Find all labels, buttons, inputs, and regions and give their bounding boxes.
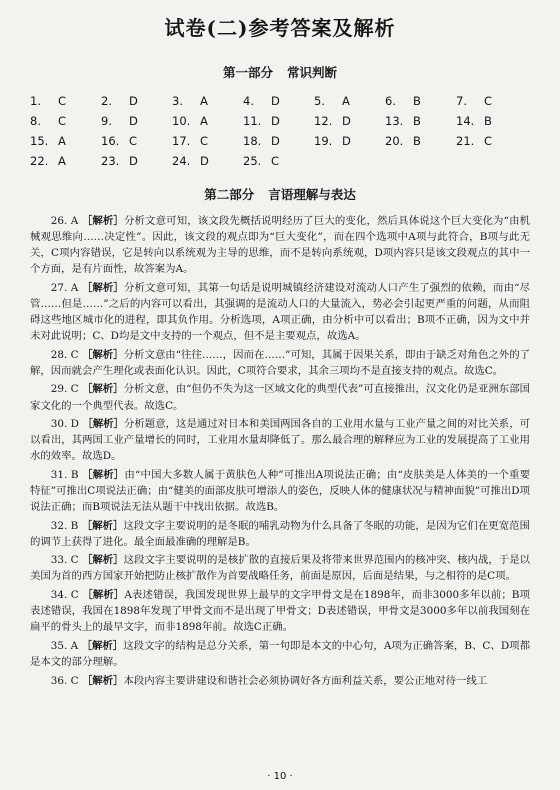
question-number: 32.: [50, 519, 68, 532]
answer-item: [30, 94, 101, 108]
answer-item: [243, 114, 314, 128]
answer-item: [243, 134, 314, 148]
answer-row: [30, 111, 530, 131]
answer-item: [101, 114, 172, 128]
question-number: 23.: [101, 154, 120, 168]
answer-letter: B: [484, 114, 492, 128]
answer-item: [101, 134, 172, 148]
question-number: 9.: [101, 114, 112, 128]
explanation-item: [30, 213, 530, 277]
answer-letter: D: [342, 114, 351, 128]
question-number: 20.: [385, 134, 404, 148]
answer-item: [101, 154, 172, 168]
question-number: 29.: [50, 383, 68, 396]
answer-letter: C: [129, 134, 138, 148]
question-number: 34.: [50, 589, 68, 602]
answer-item: [385, 94, 456, 108]
answer-letter: A: [58, 134, 66, 148]
answer-item: [172, 154, 243, 168]
answer-letter: B: [413, 134, 421, 148]
explanation-item: [30, 381, 530, 413]
answer-letter: C: [58, 94, 67, 108]
question-number: 8.: [30, 114, 41, 128]
question-number: 4.: [243, 94, 254, 108]
answer-letter: C: [271, 154, 280, 168]
answer-grid: [30, 91, 530, 171]
question-number: 10.: [172, 114, 191, 128]
section-heading-part2: [30, 185, 530, 203]
question-number: 3.: [172, 94, 183, 108]
question-number: 6.: [385, 94, 396, 108]
answer-letter: C: [484, 94, 493, 108]
answer-letter: D: [129, 154, 138, 168]
answer-row: [30, 151, 530, 171]
explanation-item: [30, 587, 530, 635]
question-number: 11.: [243, 114, 262, 128]
answer-item: [172, 134, 243, 148]
answer-row: [30, 131, 530, 151]
answer-item: [385, 134, 456, 148]
answer-letter: A: [342, 94, 350, 108]
section-heading-part1: [30, 63, 530, 81]
answer-letter: D: [342, 134, 351, 148]
answer-item: [314, 134, 385, 148]
answer-letter: B: [413, 94, 421, 108]
answer-letter: D: [200, 154, 209, 168]
answer-letter: B: [70, 519, 79, 532]
explanation-text: 分析文意由“往往……，因而在……”可知，其属于因果关系，即由于缺乏对角色之外的了解，因而就会产生理化或表面化认识。因此，C项符合要求，其余三项均不是直接支持的观点。故选C。: [30, 348, 531, 377]
answer-letter: B: [413, 114, 421, 128]
explanation-text: 分析文意可知，其第一句话是说明城镇经济建设对流动人口产生了强烈的依赖，而由“尽管……但是……”之后的内容可以看出，其强调的是流动人口的大量流入，势必会引起更严重的问题，从而阻碍这些地区城市化的进程，即其负作用。分析选项，A项正确，由分析中可以看出；B项不正确，因为文中并未对此说明；C、D均是文中支持的一个观点，但不是主要观点，故选A。: [30, 281, 531, 343]
explanation-text: 分析文意可知，该文段先概括说明经历了巨大的变化，然后具体说这个巨大变化为“由机械观思维向……决定性”。因此，该文段的观点即为“巨大变化”，而在四个选项中A项与此符合，B项与此无关，C项内容错误，它是转向以系统观为主导的思维，而不是转向系统观，D项内容只是该文段观点的其中一个方面，是有片面性，故答案为A。: [30, 215, 531, 276]
answer-letter: D: [271, 94, 280, 108]
analysis-tag: ［解析］: [81, 639, 124, 652]
answer-row: [30, 91, 530, 111]
question-number: 17.: [172, 134, 191, 148]
question-number: 36.: [50, 674, 68, 687]
section-label: 第一部分: [222, 65, 273, 80]
explanation-text: 这段文字主要说明的是冬眠的哺乳动物为什么具备了冬眠的功能，是因为它们在更宽范围的调节上获得了进化。最全面最准确的理解是B。: [30, 519, 530, 548]
answer-letter: D: [129, 114, 138, 128]
answer-item: [456, 114, 527, 128]
answer-letter: C: [70, 554, 79, 567]
explanation-item: [30, 416, 530, 464]
explanation-text: A表述错误，我国发现世界上最早的文字甲骨文是在1898年，而非3000多年以前；B项表述错误，我国在1898年发现了甲骨文而不是出现了甲骨文；D表述错误，甲骨文是3000多年以前我国刻在扁平的骨头上的最早文字，而非1898年前。故选C正确。: [30, 589, 530, 634]
explanation-text: 本段内容主要讲建设和谐社会必须协调好各方面利益关系，要公正地对待一线工: [123, 674, 488, 687]
explanation-text: 由“中国大多数人属于黄肤色人种”可推出A项说法正确；由“皮肤美是人体美的一个重要特征”可推出C项说法正确；由“健美的面部皮肤可增添人的姿色，反映人体的健康状况与精神面貌”可推出D项说法正确；而B项说法无法从题干中找出依据。故选B。: [30, 468, 531, 514]
answer-letter: D: [271, 114, 280, 128]
question-number: 28.: [50, 348, 68, 361]
answer-letter: D: [129, 94, 138, 108]
question-number: 30.: [50, 418, 68, 431]
question-number: 27.: [50, 281, 68, 294]
answer-item: [172, 114, 243, 128]
question-number: 24.: [172, 154, 191, 168]
question-number: 35.: [50, 639, 68, 652]
answer-letter: A: [58, 154, 66, 168]
answer-item: [172, 94, 243, 108]
answer-item: [385, 114, 456, 128]
analysis-tag: ［解析］: [81, 348, 124, 361]
question-number: 21.: [456, 134, 475, 148]
answer-letter: C: [484, 134, 493, 148]
explanation-list: [30, 213, 530, 689]
analysis-tag: ［解析］: [81, 674, 124, 687]
analysis-tag: ［解析］: [82, 468, 125, 481]
explanation-item: [30, 638, 530, 670]
answer-item: [30, 154, 101, 168]
answer-item: [101, 94, 172, 108]
answer-item: [243, 94, 314, 108]
analysis-tag: ［解析］: [81, 281, 124, 294]
answer-letter: C: [70, 348, 79, 361]
answer-letter: C: [58, 114, 67, 128]
question-number: 13.: [385, 114, 404, 128]
question-number: 22.: [30, 154, 49, 168]
answer-letter: A: [200, 94, 208, 108]
section-name: 常识判断: [287, 65, 338, 80]
section-name: 言语理解与表达: [268, 187, 356, 202]
answer-item: [314, 94, 385, 108]
analysis-tag: ［解析］: [81, 519, 124, 532]
answer-item: [314, 114, 385, 128]
analysis-tag: ［解析］: [82, 418, 124, 431]
answer-letter: D: [70, 418, 79, 431]
answer-item: [456, 134, 527, 148]
question-number: 1.: [30, 94, 41, 108]
answer-letter: D: [271, 134, 280, 148]
page-number: · 10 ·: [267, 771, 293, 782]
answer-letter: A: [70, 215, 79, 227]
explanation-item: [30, 518, 530, 550]
answer-item: [30, 134, 101, 148]
question-number: 16.: [101, 134, 120, 148]
analysis-tag: ［解析］: [81, 554, 124, 567]
question-number: 15.: [30, 134, 49, 148]
explanation-item: [30, 280, 530, 344]
explanation-text: 分析题意，这是通过对日本和美国两国各自的工业用水量与工业产量之间的对比关系，可以看出，其两国工业产量增长的同时，工业用水量却降低了。那么最合理的解释应为工业的发展提高了工业用水的效率。故选D。: [30, 418, 530, 463]
answer-item: [456, 94, 527, 108]
analysis-tag: ［解析］: [82, 589, 125, 602]
answer-item: [243, 154, 314, 168]
question-number: 31.: [50, 468, 68, 481]
question-number: 2.: [101, 94, 112, 108]
answer-letter: C: [70, 383, 79, 396]
question-number: 5.: [314, 94, 325, 108]
question-number: 19.: [314, 134, 333, 148]
question-number: 18.: [243, 134, 262, 148]
answer-letter: A: [70, 639, 79, 652]
explanation-item: [30, 552, 530, 584]
explanation-text: 这段文字的结构是总分关系，第一句即是本文的中心句，A项为正确答案，B、C、D项都是本文的部分理解。: [30, 639, 531, 668]
explanation-text: 这段文字主要说明的是核扩散的直接后果及将带来世界范围内的核冲突、核内战，于是以美国为首的西方国家开始把防止核扩散作为首要战略任务，前面是原因，后面是结果，与之相符的是C项。: [30, 554, 531, 583]
question-number: 25.: [243, 154, 262, 168]
answer-letter: C: [200, 134, 209, 148]
answer-letter: A: [200, 114, 208, 128]
answer-letter: C: [70, 674, 79, 687]
answer-letter: C: [70, 589, 79, 602]
question-number: 7.: [456, 94, 467, 108]
explanation-item: [30, 673, 530, 689]
explanation-item: [30, 347, 530, 379]
answer-letter: B: [70, 468, 79, 481]
answer-letter: A: [70, 281, 79, 294]
explanation-item: [30, 467, 530, 515]
section-label: 第二部分: [204, 187, 255, 202]
explanation-text: 分析文意，由“但仍不失为这一区域文化的典型代表”可直接推出，汉文化仍是亚洲东部国家文化的一个典型代表。故选C。: [30, 383, 530, 412]
analysis-tag: ［解析］: [81, 383, 124, 396]
analysis-tag: ［解析］: [81, 215, 124, 227]
answer-item: [30, 114, 101, 128]
question-number: 33.: [50, 554, 68, 567]
question-number: 14.: [456, 114, 475, 128]
question-number: 12.: [314, 114, 333, 128]
page-title: 试卷(二)参考答案及解析: [164, 16, 396, 40]
question-number: 26.: [50, 215, 68, 227]
